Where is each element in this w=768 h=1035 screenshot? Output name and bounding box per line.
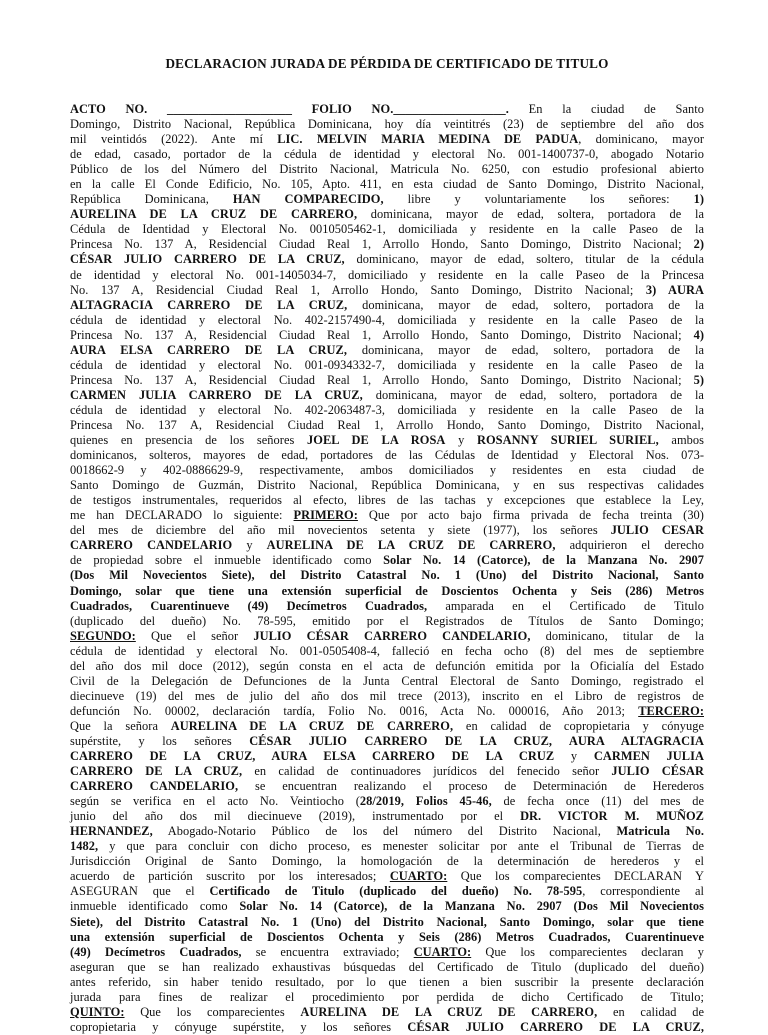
text-segment: Que por acto bajo firma privada de fecha treinta (30) <box>357 508 704 523</box>
document-line <box>70 990 704 1005</box>
text-segment: CARRERO CANDELARIO <box>70 538 233 553</box>
document-line <box>70 599 704 614</box>
document-line <box>70 283 704 298</box>
text-segment: Que los comparecientes <box>124 1004 301 1019</box>
text-segment: 28/2019, Folios 45-46, <box>359 794 492 809</box>
text-segment: CUARTO: <box>389 869 448 884</box>
text-segment: Que la señora <box>70 718 171 733</box>
document-line <box>70 237 704 252</box>
text-segment: 1) <box>693 192 704 207</box>
document-line <box>70 433 704 448</box>
text-segment: Solar No. 14 (Catorce), de la Manzana No. 2907 (Dos Mil Novecientos <box>239 899 704 914</box>
document-line <box>70 674 704 689</box>
text-segment: una extensión superficial de Doscientos Ochenta y Seis (286) Metros Cuadrados, Cuarentinueve <box>70 929 704 944</box>
text-segment: dominicana, mayor de edad, soltero, portadora de la <box>347 297 704 312</box>
document-line <box>70 1020 704 1035</box>
document-line <box>70 252 704 267</box>
document-line <box>70 794 704 809</box>
text-segment: AURA ELSA CARRERO DE LA CRUZ, <box>70 342 348 357</box>
document-line <box>70 854 704 869</box>
text-segment: AURELINA DE LA CRUZ DE CARRERO, <box>266 538 556 553</box>
text-segment: 5) <box>693 372 704 387</box>
text-segment: Princesa No. 137 A, Residencial Ciudad Real 1, Arrollo Hondo, Santo Domingo, Distrito Nacional; <box>70 327 694 342</box>
document-line <box>70 1005 704 1020</box>
text-segment: según se verifica en el acto No. Veintiocho ( <box>70 794 360 809</box>
text-segment: 4) <box>693 327 704 342</box>
text-segment: se encuentran realizando el proceso de Determinación de Herederos <box>238 779 705 794</box>
text-segment: quienes en presencia de los señores <box>70 433 308 448</box>
document-line <box>70 839 704 854</box>
text-segment: cédula de identidad y electoral No. 001-0505408-4, falleció en fecha ocho (8) del mes de septiembre <box>70 643 704 658</box>
document-line <box>70 222 704 237</box>
text-segment: Princesa No. 137 A, Residencial Ciudad Real 1, Arrollo Hondo, Santo Domingo, Distrito Nacional; <box>70 372 694 387</box>
text-segment: 2) <box>693 237 704 252</box>
text-segment: , dominicano, mayor <box>578 132 704 147</box>
document-line <box>70 884 704 899</box>
text-segment: , correspondiente al <box>582 884 704 899</box>
text-segment: CÉSAR JULIO CARRERO DE LA CRUZ, AURA ALTAGRACIA <box>249 733 704 748</box>
document-line <box>70 298 704 313</box>
text-segment: (49) Decímetros Cuadrados, <box>70 944 242 959</box>
text-segment: y <box>554 749 594 764</box>
text-segment: me han DECLARADO lo siguiente: <box>70 508 294 523</box>
document-line <box>70 975 704 990</box>
text-segment: JULIO CESAR <box>610 523 704 538</box>
text-segment: en calidad de continuadores jurídicos del fenecido señor <box>242 764 612 779</box>
document-line <box>70 869 704 884</box>
document-line <box>70 719 704 734</box>
document-line <box>70 508 704 523</box>
text-segment: No. 137 A, Residencial Ciudad Real 1, Arrollo Hondo, Santo Domingo, Distrito Nacional; <box>70 282 646 297</box>
text-segment: Público de los del Número del Distrito Nacional, Matricula No. 6250, con estudio profesional abierto <box>70 162 704 177</box>
text-segment: HERNANDEZ, <box>70 824 153 839</box>
document-line <box>70 463 704 478</box>
text-segment: CARMEN JULIA CARRERO DE LA CRUZ, <box>70 387 363 402</box>
document-line <box>70 147 704 162</box>
text-segment: en calidad de copropietaria y cónyuge <box>453 718 705 733</box>
document-line <box>70 358 704 373</box>
text-segment: (Dos Mil Novecientos Siete), del Distrito Catastral No. 1 (Uno) del Distrito Nacional, Santo <box>70 568 704 583</box>
document-line <box>70 764 704 779</box>
text-segment: inmueble identificado como <box>70 899 240 914</box>
text-segment: aseguran que se han realizado exhaustivas búsquedas del Certificado de Titulo (duplicado del dueño) <box>70 959 704 974</box>
text-segment: de propiedad sobre el inmueble identificado como <box>70 553 384 568</box>
document-line <box>70 584 704 599</box>
text-segment: antes referido, sin haber tenido resultado, por lo que tienen a bien suscribir la presente declaración <box>70 974 704 989</box>
text-segment: diecinueve (19) del mes de julio del año dos mil trece (2013), inscrito en el Libro de registros de <box>70 688 704 703</box>
text-segment: Que el señor <box>135 628 254 643</box>
document-line <box>70 102 704 117</box>
document-line <box>70 523 704 538</box>
text-segment: CARRERO DE LA CRUZ, <box>70 764 243 779</box>
document-line <box>70 614 704 629</box>
text-segment: Civil de la Delegación de Defunciones de la Junta Central Electoral de Santo Domingo, registrado el <box>70 673 704 688</box>
text-segment: dominicano, titular de la <box>530 628 705 643</box>
document-line <box>70 779 704 794</box>
document-line <box>70 117 704 132</box>
text-segment: Matricula No. <box>616 824 704 839</box>
document-line <box>70 629 704 644</box>
text-segment: ALTAGRACIA CARRERO DE LA CRUZ, <box>70 297 348 312</box>
text-segment: Que los comparecientes declaran y <box>471 944 705 959</box>
text-segment: En la ciudad de Santo <box>528 102 704 116</box>
text-segment: en calidad de <box>597 1004 705 1019</box>
text-segment: (duplicado del dueño) No. 78-595, emitido por el Registrados de Títulos de Santo Domingo; <box>70 613 704 628</box>
document-line <box>70 824 704 839</box>
document-line <box>70 644 704 659</box>
document-line <box>70 448 704 463</box>
text-segment: Domingo, Distrito Nacional, República Dominicana, hoy día veintitrés (23) de septiembre del año dos <box>70 117 704 132</box>
text-segment: PRIMERO: <box>293 508 358 523</box>
text-segment: CARRERO CANDELARIO, <box>70 779 239 794</box>
text-segment: mil veintidós (2022). Ante mí <box>70 132 278 147</box>
text-segment: dominicana, mayor de edad, soltera, portadora de la <box>357 207 704 222</box>
text-segment: del año dos mil doce (2012), según consta en el acta de defunción emitida por la Oficialía del Estado <box>70 658 704 673</box>
document-body <box>70 102 704 1035</box>
text-segment: Jurisdicción Original de Santo Domingo, la homologación de la determinación de herederos y el <box>70 854 704 869</box>
text-segment: de edad, casado, portador de la cédula de identidad y electoral No. 001-1400737-0, abogado Notario <box>70 147 704 162</box>
document-line <box>70 749 704 764</box>
document-line <box>70 809 704 824</box>
text-segment: y <box>232 538 267 553</box>
text-segment: dominicana, mayor de edad, soltero, portadora de la <box>362 387 704 402</box>
document-line <box>70 268 704 283</box>
text-segment: JULIO CÉSAR <box>611 764 705 779</box>
text-segment: de identidad y electoral No. 001-1405034-7, domiciliado y residente en la calle Paseo de la Princesa <box>70 267 704 282</box>
document-line <box>70 553 704 568</box>
text-segment: SEGUNDO: <box>70 628 136 643</box>
text-segment: AURELINA DE LA CRUZ DE CARRERO, <box>300 1004 598 1019</box>
text-segment: acuerdo de partición suscrito por los interesados; <box>70 869 390 884</box>
text-segment: Princesa No. 137 A, Residencial Ciudad Real 1, Arrollo Hondo, Santo Domingo, Distrito Nacional, <box>70 417 704 432</box>
text-segment: ambos <box>658 433 705 448</box>
text-segment: Santo Domingo de Guzmán, Distrito Nacional, República Dominicana, y en sus respectivas calidades <box>70 478 704 493</box>
document-line <box>70 568 704 583</box>
text-segment: amparada en el Certificado de Titulo <box>427 598 705 613</box>
document-line <box>70 493 704 508</box>
text-segment: en la calle El Conde Edificio, No. 105, Apto. 411, en esta ciudad de Santo Domingo, Distrito Nacional, <box>70 177 704 192</box>
text-segment: ACTO NO. ____________________ FOLIO NO.__________________. <box>70 102 529 116</box>
text-segment: Cédula de Identidad y Electoral No. 0010505462-1, domiciliada y residente en la calle Paseo de la <box>70 222 704 237</box>
text-segment: AURELINA DE LA CRUZ DE CARRERO, <box>70 207 358 222</box>
text-segment: AURELINA DE LA CRUZ DE CARRERO, <box>170 718 454 733</box>
document-line <box>70 373 704 388</box>
text-segment: Solar No. 14 (Catorce), de la Manzana No. 2907 <box>383 553 705 568</box>
text-segment: dominicana, mayor de edad, soltero, portadora de la <box>347 342 704 357</box>
document-line <box>70 689 704 704</box>
text-segment: QUINTO: <box>70 1004 125 1019</box>
document-line <box>70 734 704 749</box>
text-segment: de testigos instrumentales, requeridos al efecto, libres de las tachas y excepciones que establece la Ley, <box>70 493 704 508</box>
text-segment: HAN COMPARECIDO, <box>232 192 384 207</box>
text-segment: copropietaria y cónyuge supérstite, y los señores <box>70 1019 408 1034</box>
document-line <box>70 945 704 960</box>
document-line <box>70 313 704 328</box>
document-line <box>70 192 704 207</box>
document-line <box>70 538 704 553</box>
document-line <box>70 177 704 192</box>
text-segment: dominicanos, solteros, mayores de edad, portadores de las Cédulas de Identidad y Electoral Nos. 073- <box>70 448 704 463</box>
document-line <box>70 899 704 914</box>
text-segment: ASEGURAN que el <box>70 884 210 899</box>
document-line <box>70 960 704 975</box>
text-segment: CARMEN JULIA <box>593 749 704 764</box>
text-segment: Princesa No. 137 A, Residencial Ciudad Real 1, Arrollo Hondo, Santo Domingo, Distrito Nacional; <box>70 237 694 252</box>
text-segment: de fecha once (11) del mes de <box>491 794 704 809</box>
document-line <box>70 930 704 945</box>
text-segment: CARRERO DE LA CRUZ, AURA ELSA CARRERO DE LA CRUZ <box>70 749 555 764</box>
text-segment: Que los comparecientes DECLARAN Y <box>447 869 704 884</box>
text-segment: junio del año dos mil diecinueve (2019), instrumentado por el <box>70 809 521 824</box>
text-segment: se encuentra extraviado; <box>241 944 414 959</box>
document-line <box>70 659 704 674</box>
document-line <box>70 704 704 719</box>
document-line <box>70 132 704 147</box>
text-segment: del mes de diciembre del año mil novecientos setenta y siete (1977), los señores <box>70 523 611 538</box>
text-segment: cédula de identidad y electoral No. 001-0934332-7, domiciliada y residente en la calle Paseo de la <box>70 357 704 372</box>
text-segment: CUARTO: <box>413 944 472 959</box>
text-segment: cédula de identidad y electoral No. 402-2157490-4, domiciliada y residente en la calle Paseo de la <box>70 312 704 327</box>
document-line <box>70 478 704 493</box>
text-segment: República Dominicana, <box>70 192 233 207</box>
text-segment: ROSANNY SURIEL SURIEL, <box>476 433 659 448</box>
text-segment: 0018662-9 y 402-0886629-9, respectivamente, ambos domiciliados y residentes en esta ciudad de <box>70 463 704 478</box>
text-segment: adquirieron el derecho <box>555 538 704 553</box>
document-line <box>70 207 704 222</box>
text-segment: Domingo, solar que tiene una extensión superficial de Doscientos Ochenta y Seis (286) Metros <box>70 583 704 598</box>
document-line <box>70 403 704 418</box>
text-segment: y <box>445 433 477 448</box>
text-segment: CÉSAR JULIO CARRERO DE LA CRUZ, <box>70 252 345 267</box>
text-segment: jurada para fines de realizar el procedimiento por perdida de dicho Certificado de Titulo; <box>70 989 704 1004</box>
text-segment: JOEL DE LA ROSA <box>307 433 446 448</box>
text-segment: JULIO CÉSAR CARRERO CANDELARIO, <box>253 628 531 643</box>
text-segment: 1482, <box>70 839 99 854</box>
document-line <box>70 418 704 433</box>
text-segment: LIC. MELVIN MARIA MEDINA DE PADUA <box>277 132 579 147</box>
text-segment: 3) AURA <box>645 282 704 297</box>
document-line <box>70 388 704 403</box>
text-segment: supérstite, y los señores <box>70 733 250 748</box>
document-line <box>70 162 704 177</box>
text-segment: dominicano, mayor de edad, soltero, titular de la cédula <box>344 252 705 267</box>
text-segment: CÉSAR JULIO CARRERO DE LA CRUZ, <box>407 1019 704 1034</box>
document-title: DECLARACION JURADA DE PÉRDIDA DE CERTIFICADO DE TITULO <box>165 56 609 71</box>
document-line <box>70 328 704 343</box>
text-segment: Abogado-Notario Público de los del número del Distrito Nacional, <box>152 824 617 839</box>
text-segment: Siete), del Distrito Catastral No. 1 (Uno) del Distrito Nacional, Santo Domingo, solar que tiene <box>70 914 704 929</box>
text-segment: libre y voluntariamente los señores: <box>383 192 694 207</box>
text-segment: Certificado de Titulo (duplicado del dueño) No. 78-595 <box>209 884 583 899</box>
document-line <box>70 343 704 358</box>
text-segment: Cuadrados, Cuarentinueve (49) Decímetros Cuadrados, <box>70 598 428 613</box>
document-line <box>70 915 704 930</box>
text-segment: y que para concluir con dicho proceso, es menester solicitar por ante el Tribunal de Tierras de <box>98 839 704 854</box>
text-segment: cédula de identidad y electoral No. 402-2063487-3, domiciliada y residente en la calle Paseo de la <box>70 402 704 417</box>
text-segment: TERCERO: <box>638 703 704 718</box>
text-segment: DR. VICTOR M. MUÑOZ <box>520 809 704 824</box>
text-segment: defunción No. 00002, declaración tardía, Folio No. 0016, Acta No. 000016, Año 2013; <box>70 703 639 718</box>
